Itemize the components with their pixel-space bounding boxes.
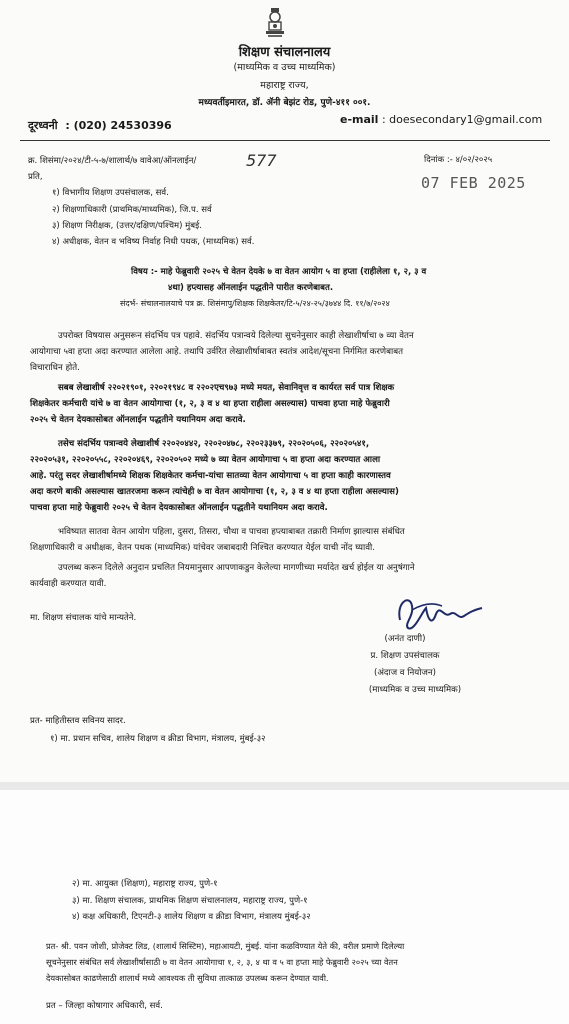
addressee-1: १) विभागीय शिक्षण उपसंचालक, सर्व.	[52, 188, 169, 198]
email-label: e-mail	[340, 113, 379, 126]
addressee-4: ४) अधीक्षक, वेतन व भविष्य निर्वाह निधी पथक, (माध्यमिक) सर्व.	[52, 237, 255, 247]
subject-line-2: ४था) हप्त्यासह ऑनलाईन पद्धतीने पारीत करणेबाबत.	[168, 283, 334, 293]
handwritten-number: 577	[246, 151, 277, 170]
copy-recipient-1: १) मा. प्रधान सचिव, शालेय शिक्षण व क्रीडा विभाग, मंत्रालय, मुंबई-३२	[50, 734, 266, 744]
email-address: : doesecondary1@gmail.com	[381, 113, 543, 126]
paragraph-1: उपरोक्त विषयास अनुसरून संदर्भिय पत्र पहावे. संदर्भिय पत्रान्वये दिलेल्या सुचनेनुसार काही लेखाशीर्षाचा ७ व्या वेतन आयोगाचा ५वा हप्ता अदा करण्यात आलेला आहे. तथापि उर्वरित लेखाशीर्षाबाबत स्वतंत्र आदेश/सूचना निर्गमित करणेबाबत विचाराधिन होते.	[30, 331, 414, 373]
signatory-office: (माध्यमिक व उच्च माध्यमिक)	[368, 685, 462, 695]
phone-line	[28, 118, 172, 133]
paragraph-2: सबब लेखाशीर्ष २२०२१९०१, २२०२१९४८ व २२०२एच९७३ मध्ये मयत, सेवानिवृत्त व कार्यरत सर्व पात्र शिक्षक शिक्षकेतर कर्मचारी यांचे ७ वा वेतन आयोगाचा (१, २, ३ व ४ था हप्ता राहीला असल्यास) पाचवा हप्ता माहे फेब्रुवारी २०२५ चे वेतन देयकासोबत ऑनलाईन पद्धतीने यथानियम अदा करावे.	[30, 383, 395, 425]
copy-label: प्रत- माहितीस्तव सविनय सादर.	[30, 716, 126, 726]
email-line	[340, 113, 542, 126]
page-two	[0, 790, 569, 1024]
header-divider	[20, 140, 550, 141]
paragraph-5: उपलब्ध करून दिलेले अनुदान प्रचलित नियमानुसार आपणाकडुन केलेल्या मागणीच्या मर्यादेत खर्च होईल या अनुषंगाने कार्यवाही करण्यात यावी.	[30, 563, 415, 589]
to-label: प्रति,	[28, 172, 43, 182]
copy-instruction: प्रत- श्री. पवन जोशी, प्रोजेक्ट लिड, (शालार्थ सिस्टिम), महाआयटी, मुंबई. यांना कळविण्यात येते की, वरील प्रमाणे दिलेल्या सूचनेनुसार संबंधित सर्व लेखाशीर्षासाठी ७ वा वेतन आयोगाचा १, २, ३, ४ था व ५ वा हप्ता माहे फेब्रुवारी २०२५ च्या वेतन देयकासोबत काढणेसाठी शालार्थ मध्ये आवश्यक ती सुविधा तात्काळ उपलब्ध करून देण्यात यावी.	[46, 941, 405, 983]
office-title: शिक्षण संचालनालय	[238, 45, 331, 60]
paragraph-4: भविष्यात सातवा वेतन आयोग पहिला, दुसरा, तिसरा, चौथा व पाचवा हप्त्याबाबत तक्रारी निर्माण झाल्यास संबंधित शिक्षणाधिकारी व अधीक्षक, वेतन पथक (माध्यमिक) यांचेवर जबाबदारी निश्चित करण्यात येईल याची नोंद घ्यावी.	[30, 527, 405, 553]
phone-label: दूरध्वनी	[28, 119, 58, 132]
received-date-stamp: 07 FEB 2025	[421, 174, 526, 192]
addressee-2: २) शिक्षणाधिकारी (प्राथमिक/माध्यमिक), जि.प. सर्व	[52, 205, 212, 215]
office-state: महाराष्ट्र राज्य,	[260, 80, 309, 91]
letter-date: दिनांक :- ४/०२/२०२५	[424, 155, 493, 165]
copy-recipient-2: २) मा. आयुक्त (शिक्षण), महाराष्ट्र राज्य, पुणे-१	[72, 879, 218, 889]
addressee-3: ३) शिक्षण निरीक्षक, (उत्तर/दक्षिण/पश्चिम) मुंबई.	[52, 221, 202, 231]
subject-line-1: विषय :- माहे फेब्रुवारी २०२५ चे वेतन देयके ७ वा वेतन आयोग ५ वा हप्ता (राहीलेला १, २, ३ व	[131, 267, 427, 277]
state-emblem-icon	[262, 6, 288, 40]
signature-icon	[392, 590, 487, 638]
office-subtitle: (माध्यमिक व उच्च माध्यमिक)	[233, 62, 336, 73]
signatory-section: (अंदाज व नियोजन)	[373, 668, 437, 678]
paragraph-3: तसेच संदर्भिय पत्रान्वये लेखाशीर्ष २२०२०४४२, २२०२०४७८, २२०२३३७९, २२०२०५०६, २२०२०५४१, २२०२०५३१, २२०२०५५८, २२०२०४६९, २२०२०५०२ मध्ये ७ व्या वेतन आयोगाचा ५ वा हप्ता अदा करण्यात आला आहे. परंतु सदर लेखाशीर्षामध्ये शिक्षक शिक्षकेतर कर्मचा-यांचा सातव्या वेतन आयोगाचा ५ वा हप्ता काही कारणास्तव अदा करणे बाकी असल्यास खातरजमा करून त्यांचेही ७ वा वेतन आयोगाचा (१, २, ३ व ४ था हप्ता राहीला असल्यास) पाचवा हप्ता माहे फेब्रुवारी २०२५ चे वेतन देयकासोबत ऑनलाईन पद्धतीने यथानियम अदा करावे.	[30, 439, 399, 513]
signatory-name: (अनंत दाणी)	[384, 634, 426, 644]
copy-recipient-4: ४) कक्ष अधिकारी, टिएनटी-३ शालेय शिक्षण व क्रीडा विभाग, मंत्रालय मुंबई-३२	[72, 912, 311, 922]
signatory-designation: प्र. शिक्षण उपसंचालक	[370, 651, 440, 661]
office-address: मध्यवर्तीइमारत, डॉ. ॲनी बेझंट रोड, पुणे-४११ ००१.	[198, 98, 371, 108]
reference-number: क्र. शिसंमा/२०२४/टी-५-७/शालार्थ/७ वावेआ/ऑनलाईन/	[28, 156, 197, 166]
copy-recipient-3: ३) मा. शिक्षण संचालक, प्राथमिक शिक्षण संचालनालय, महाराष्ट्र राज्य, पुणे-१	[72, 896, 308, 906]
treasury-copy: प्रत – जिल्हा कोषागार अधिकारी, सर्व.	[46, 1001, 163, 1011]
phone-number: : (020) 24530396	[65, 119, 172, 132]
page-separator	[0, 782, 569, 790]
subject-reference: संदर्भ- संचालनालयाचे पत्र क्र. शिसंमापु/शिक्षक शिक्षकेतर/टि-५/२४-२५/३७४४ दि. ११/७/२०२४	[120, 299, 390, 308]
approval-note: मा. शिक्षण संचालक यांचे मान्यतेने.	[30, 613, 137, 623]
